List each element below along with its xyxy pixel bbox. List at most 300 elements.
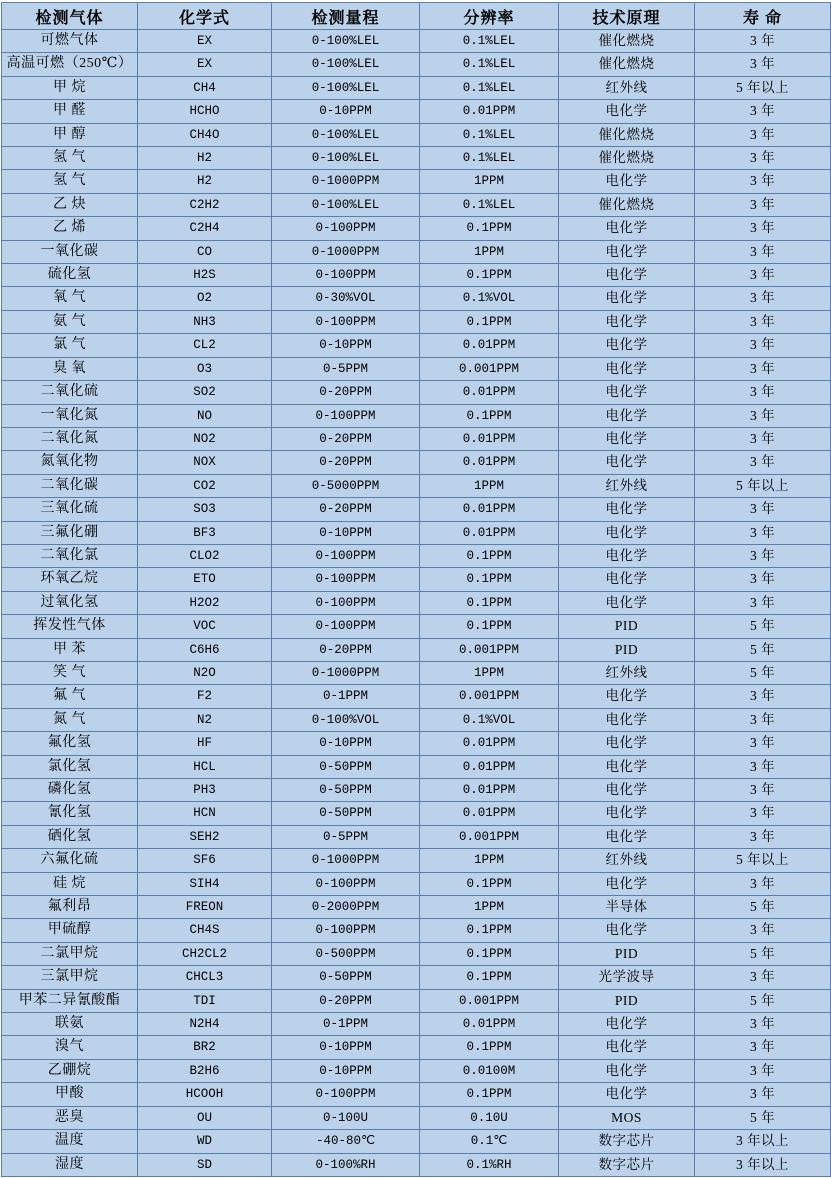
table-row — [2, 568, 831, 591]
cell-technology: 电化学 — [559, 357, 695, 380]
cell-technology: 电化学 — [559, 240, 695, 263]
cell-gas: 可燃气体 — [2, 30, 138, 53]
cell-gas: 甲苯二异氰酸酯 — [2, 989, 138, 1012]
cell-resolution: 0.001PPM — [420, 638, 559, 661]
cell-formula: CO2 — [138, 474, 272, 497]
cell-resolution: 0.01PPM — [420, 381, 559, 404]
cell-lifetime: 3 年 — [695, 147, 831, 170]
table-row — [2, 76, 831, 99]
cell-formula: FREON — [138, 896, 272, 919]
cell-gas: 甲 苯 — [2, 638, 138, 661]
cell-resolution: 0.01PPM — [420, 451, 559, 474]
cell-resolution: 0.001PPM — [420, 685, 559, 708]
column-header-lifetime: 寿 命 — [695, 3, 831, 30]
cell-resolution: 0.1%LEL — [420, 53, 559, 76]
cell-gas: 二氧化氯 — [2, 544, 138, 567]
cell-formula: HCN — [138, 802, 272, 825]
cell-range: 0-100%LEL — [272, 30, 420, 53]
table-row — [2, 989, 831, 1012]
cell-technology: 数字芯片 — [559, 1153, 695, 1176]
cell-resolution: 0.1%VOL — [420, 287, 559, 310]
cell-gas: 氟利昂 — [2, 896, 138, 919]
cell-gas: 高温可燃（250℃） — [2, 53, 138, 76]
cell-lifetime: 3 年 — [695, 755, 831, 778]
table-header-row — [2, 3, 831, 30]
cell-lifetime: 3 年 — [695, 193, 831, 216]
cell-gas: 笑 气 — [2, 661, 138, 684]
cell-resolution: 0.001PPM — [420, 825, 559, 848]
cell-lifetime: 5 年 — [695, 989, 831, 1012]
cell-lifetime: 5 年以上 — [695, 474, 831, 497]
cell-gas: 臭 氧 — [2, 357, 138, 380]
cell-formula: HCHO — [138, 100, 272, 123]
cell-technology: 催化燃烧 — [559, 30, 695, 53]
cell-lifetime: 3 年 — [695, 544, 831, 567]
cell-resolution: 0.01PPM — [420, 427, 559, 450]
cell-resolution: 0.1PPM — [420, 919, 559, 942]
cell-gas: 氟 气 — [2, 685, 138, 708]
cell-resolution: 0.01PPM — [420, 732, 559, 755]
cell-range: 0-1000PPM — [272, 170, 420, 193]
cell-technology: 电化学 — [559, 802, 695, 825]
cell-lifetime: 3 年 — [695, 334, 831, 357]
cell-lifetime: 3 年 — [695, 404, 831, 427]
cell-gas: 过氧化氢 — [2, 591, 138, 614]
cell-range: 0-100U — [272, 1106, 420, 1129]
cell-formula: SEH2 — [138, 825, 272, 848]
cell-lifetime: 3 年 — [695, 521, 831, 544]
cell-gas: 氨 气 — [2, 310, 138, 333]
cell-technology: 电化学 — [559, 568, 695, 591]
table-row — [2, 53, 831, 76]
cell-lifetime: 3 年 — [695, 779, 831, 802]
cell-resolution: 0.1PPM — [420, 591, 559, 614]
cell-formula: SO3 — [138, 498, 272, 521]
cell-formula: SF6 — [138, 849, 272, 872]
cell-lifetime: 3 年 — [695, 357, 831, 380]
cell-range: 0-100PPM — [272, 919, 420, 942]
cell-resolution: 0.1%RH — [420, 1153, 559, 1176]
cell-resolution: 0.1PPM — [420, 1036, 559, 1059]
table-row — [2, 1036, 831, 1059]
cell-lifetime: 3 年 — [695, 802, 831, 825]
cell-formula: H2 — [138, 147, 272, 170]
cell-technology: 电化学 — [559, 427, 695, 450]
cell-formula: N2H4 — [138, 1013, 272, 1036]
cell-gas: 二氧化碳 — [2, 474, 138, 497]
cell-gas: 甲酸 — [2, 1083, 138, 1106]
table-row — [2, 357, 831, 380]
cell-range: 0-100%VOL — [272, 708, 420, 731]
cell-technology: PID — [559, 638, 695, 661]
cell-formula: OU — [138, 1106, 272, 1129]
cell-formula: SIH4 — [138, 872, 272, 895]
table-row — [2, 404, 831, 427]
cell-resolution: 0.1%LEL — [420, 123, 559, 146]
table-row — [2, 638, 831, 661]
cell-lifetime: 3 年 — [695, 732, 831, 755]
cell-lifetime: 3 年 — [695, 872, 831, 895]
cell-resolution: 1PPM — [420, 240, 559, 263]
cell-formula: WD — [138, 1130, 272, 1153]
cell-range: 0-20PPM — [272, 989, 420, 1012]
cell-technology: 电化学 — [559, 1059, 695, 1082]
cell-lifetime: 3 年 — [695, 966, 831, 989]
cell-range: 0-10PPM — [272, 732, 420, 755]
cell-lifetime: 3 年以上 — [695, 1130, 831, 1153]
cell-gas: 挥发性气体 — [2, 615, 138, 638]
cell-gas: 温度 — [2, 1130, 138, 1153]
cell-technology: 电化学 — [559, 1013, 695, 1036]
cell-range: 0-100PPM — [272, 872, 420, 895]
cell-range: 0-100PPM — [272, 591, 420, 614]
cell-range: 0-500PPM — [272, 942, 420, 965]
table-row — [2, 170, 831, 193]
cell-range: 0-100PPM — [272, 310, 420, 333]
cell-resolution: 0.01PPM — [420, 802, 559, 825]
table-row — [2, 896, 831, 919]
cell-gas: 氮氧化物 — [2, 451, 138, 474]
cell-range: 0-50PPM — [272, 779, 420, 802]
cell-resolution: 0.1%LEL — [420, 193, 559, 216]
cell-lifetime: 5 年 — [695, 615, 831, 638]
cell-gas: 环氧乙烷 — [2, 568, 138, 591]
cell-technology: 电化学 — [559, 591, 695, 614]
cell-technology: 电化学 — [559, 779, 695, 802]
cell-formula: BF3 — [138, 521, 272, 544]
cell-gas: 三氟化硼 — [2, 521, 138, 544]
cell-technology: 电化学 — [559, 100, 695, 123]
table-row — [2, 755, 831, 778]
cell-lifetime: 3 年 — [695, 381, 831, 404]
cell-resolution: 0.01PPM — [420, 779, 559, 802]
cell-range: 0-50PPM — [272, 802, 420, 825]
cell-technology: 电化学 — [559, 755, 695, 778]
cell-lifetime: 5 年 — [695, 942, 831, 965]
cell-resolution: 0.1PPM — [420, 404, 559, 427]
cell-resolution: 0.1%LEL — [420, 76, 559, 99]
column-header-formula: 化学式 — [138, 3, 272, 30]
column-header-technology: 技术原理 — [559, 3, 695, 30]
table-row — [2, 474, 831, 497]
cell-formula: N2 — [138, 708, 272, 731]
cell-resolution: 0.10U — [420, 1106, 559, 1129]
cell-lifetime: 5 年 — [695, 638, 831, 661]
cell-range: 0-100PPM — [272, 544, 420, 567]
cell-lifetime: 3 年 — [695, 919, 831, 942]
cell-technology: 半导体 — [559, 896, 695, 919]
table-row — [2, 966, 831, 989]
table-row — [2, 100, 831, 123]
cell-range: 0-30%VOL — [272, 287, 420, 310]
cell-formula: TDI — [138, 989, 272, 1012]
cell-resolution: 0.001PPM — [420, 357, 559, 380]
cell-resolution: 0.1PPM — [420, 942, 559, 965]
cell-gas: 甲 醛 — [2, 100, 138, 123]
cell-lifetime: 3 年 — [695, 825, 831, 848]
cell-formula: CHCL3 — [138, 966, 272, 989]
cell-range: 0-1PPM — [272, 685, 420, 708]
cell-resolution: 0.1%VOL — [420, 708, 559, 731]
cell-resolution: 0.1PPM — [420, 966, 559, 989]
cell-gas: 六氟化硫 — [2, 849, 138, 872]
cell-lifetime: 3 年 — [695, 1036, 831, 1059]
cell-formula: PH3 — [138, 779, 272, 802]
cell-gas: 乙 烯 — [2, 217, 138, 240]
cell-resolution: 0.1PPM — [420, 872, 559, 895]
cell-lifetime: 3 年 — [695, 1013, 831, 1036]
cell-formula: SO2 — [138, 381, 272, 404]
cell-formula: EX — [138, 30, 272, 53]
cell-technology: 电化学 — [559, 1036, 695, 1059]
cell-technology: 电化学 — [559, 170, 695, 193]
cell-resolution: 0.1PPM — [420, 264, 559, 287]
cell-gas: 氮 气 — [2, 708, 138, 731]
cell-formula: SD — [138, 1153, 272, 1176]
table-row — [2, 498, 831, 521]
cell-gas: 联氨 — [2, 1013, 138, 1036]
table-row — [2, 217, 831, 240]
cell-technology: 电化学 — [559, 334, 695, 357]
cell-range: 0-10PPM — [272, 521, 420, 544]
table-row — [2, 732, 831, 755]
cell-gas: 乙硼烷 — [2, 1059, 138, 1082]
cell-formula: NO — [138, 404, 272, 427]
cell-lifetime: 5 年 — [695, 661, 831, 684]
cell-lifetime: 3 年 — [695, 287, 831, 310]
cell-formula: O3 — [138, 357, 272, 380]
cell-technology: 电化学 — [559, 264, 695, 287]
table-row — [2, 451, 831, 474]
cell-technology: 催化燃烧 — [559, 147, 695, 170]
cell-lifetime: 3 年 — [695, 100, 831, 123]
cell-formula: HF — [138, 732, 272, 755]
cell-technology: 电化学 — [559, 685, 695, 708]
cell-lifetime: 3 年 — [695, 123, 831, 146]
cell-gas: 氯 气 — [2, 334, 138, 357]
table-row — [2, 919, 831, 942]
cell-lifetime: 3 年 — [695, 240, 831, 263]
cell-lifetime: 3 年 — [695, 498, 831, 521]
cell-resolution: 0.1%LEL — [420, 147, 559, 170]
cell-resolution: 0.001PPM — [420, 989, 559, 1012]
cell-technology: 电化学 — [559, 708, 695, 731]
cell-range: 0-100%LEL — [272, 53, 420, 76]
cell-technology: 红外线 — [559, 661, 695, 684]
cell-technology: PID — [559, 615, 695, 638]
cell-lifetime: 3 年 — [695, 30, 831, 53]
cell-lifetime: 3 年 — [695, 310, 831, 333]
cell-formula: CLO2 — [138, 544, 272, 567]
cell-range: 0-100PPM — [272, 217, 420, 240]
cell-technology: 催化燃烧 — [559, 193, 695, 216]
cell-technology: 红外线 — [559, 76, 695, 99]
cell-range: 0-100%LEL — [272, 147, 420, 170]
table-row — [2, 942, 831, 965]
table-header — [2, 3, 831, 30]
cell-technology: PID — [559, 942, 695, 965]
cell-gas: 一氧化氮 — [2, 404, 138, 427]
cell-resolution: 0.0100M — [420, 1059, 559, 1082]
table-row — [2, 310, 831, 333]
cell-technology: 电化学 — [559, 1083, 695, 1106]
cell-range: 0-10PPM — [272, 334, 420, 357]
cell-resolution: 0.1℃ — [420, 1130, 559, 1153]
cell-formula: B2H6 — [138, 1059, 272, 1082]
cell-range: 0-5000PPM — [272, 474, 420, 497]
cell-technology: 电化学 — [559, 381, 695, 404]
cell-gas: 氯化氢 — [2, 755, 138, 778]
cell-gas: 磷化氢 — [2, 779, 138, 802]
cell-formula: H2S — [138, 264, 272, 287]
cell-lifetime: 3 年 — [695, 217, 831, 240]
cell-range: 0-1000PPM — [272, 849, 420, 872]
cell-lifetime: 3 年 — [695, 685, 831, 708]
cell-gas: 溴气 — [2, 1036, 138, 1059]
table-row — [2, 872, 831, 895]
cell-resolution: 1PPM — [420, 849, 559, 872]
cell-formula: O2 — [138, 287, 272, 310]
cell-resolution: 0.01PPM — [420, 334, 559, 357]
table-row — [2, 685, 831, 708]
cell-gas: 氰化氢 — [2, 802, 138, 825]
cell-technology: 电化学 — [559, 404, 695, 427]
table-row — [2, 123, 831, 146]
cell-range: 0-100%LEL — [272, 76, 420, 99]
table-row — [2, 427, 831, 450]
table-row — [2, 287, 831, 310]
cell-technology: 电化学 — [559, 825, 695, 848]
cell-gas: 湿度 — [2, 1153, 138, 1176]
cell-gas: 氢 气 — [2, 147, 138, 170]
cell-technology: 红外线 — [559, 849, 695, 872]
column-header-resolution: 分辨率 — [420, 3, 559, 30]
cell-technology: 电化学 — [559, 287, 695, 310]
cell-formula: C6H6 — [138, 638, 272, 661]
cell-formula: HCOOH — [138, 1083, 272, 1106]
cell-range: 0-20PPM — [272, 498, 420, 521]
cell-technology: 催化燃烧 — [559, 53, 695, 76]
cell-formula: EX — [138, 53, 272, 76]
cell-technology: 电化学 — [559, 521, 695, 544]
cell-formula: N2O — [138, 661, 272, 684]
cell-gas: 二氧化硫 — [2, 381, 138, 404]
cell-formula: CL2 — [138, 334, 272, 357]
cell-lifetime: 5 年 — [695, 896, 831, 919]
table-row — [2, 615, 831, 638]
cell-lifetime: 5 年以上 — [695, 76, 831, 99]
cell-resolution: 1PPM — [420, 661, 559, 684]
cell-technology: 光学波导 — [559, 966, 695, 989]
cell-lifetime: 3 年 — [695, 451, 831, 474]
cell-range: 0-100PPM — [272, 615, 420, 638]
cell-range: 0-1PPM — [272, 1013, 420, 1036]
cell-formula: CO — [138, 240, 272, 263]
cell-formula: C2H2 — [138, 193, 272, 216]
cell-range: 0-20PPM — [272, 427, 420, 450]
cell-gas: 硅 烷 — [2, 872, 138, 895]
table-row — [2, 591, 831, 614]
cell-gas: 恶臭 — [2, 1106, 138, 1129]
cell-technology: 催化燃烧 — [559, 123, 695, 146]
cell-lifetime: 3 年 — [695, 1059, 831, 1082]
table-row — [2, 1059, 831, 1082]
cell-resolution: 0.1PPM — [420, 1083, 559, 1106]
cell-range: 0-100PPM — [272, 1083, 420, 1106]
cell-lifetime: 3 年 — [695, 264, 831, 287]
cell-resolution: 0.1PPM — [420, 217, 559, 240]
cell-formula: HCL — [138, 755, 272, 778]
table-row — [2, 193, 831, 216]
cell-range: 0-1000PPM — [272, 240, 420, 263]
cell-resolution: 0.01PPM — [420, 755, 559, 778]
cell-lifetime: 5 年以上 — [695, 849, 831, 872]
cell-range: 0-100%LEL — [272, 123, 420, 146]
table-row — [2, 1130, 831, 1153]
table-row — [2, 779, 831, 802]
cell-technology: 电化学 — [559, 217, 695, 240]
cell-range: 0-20PPM — [272, 638, 420, 661]
cell-gas: 甲 醇 — [2, 123, 138, 146]
cell-range: -40-80℃ — [272, 1130, 420, 1153]
cell-technology: 电化学 — [559, 732, 695, 755]
table-row — [2, 1153, 831, 1176]
cell-range: 0-20PPM — [272, 451, 420, 474]
table-row — [2, 708, 831, 731]
cell-range: 0-50PPM — [272, 966, 420, 989]
cell-range: 0-100PPM — [272, 404, 420, 427]
cell-lifetime: 5 年 — [695, 1106, 831, 1129]
cell-gas: 三氯甲烷 — [2, 966, 138, 989]
cell-gas: 硒化氢 — [2, 825, 138, 848]
cell-resolution: 1PPM — [420, 896, 559, 919]
cell-technology: 红外线 — [559, 474, 695, 497]
cell-formula: NO2 — [138, 427, 272, 450]
cell-range: 0-5PPM — [272, 825, 420, 848]
cell-formula: H2O2 — [138, 591, 272, 614]
cell-range: 0-10PPM — [272, 1036, 420, 1059]
table-row — [2, 30, 831, 53]
cell-formula: CH4 — [138, 76, 272, 99]
cell-gas: 二氧化氮 — [2, 427, 138, 450]
cell-formula: NOX — [138, 451, 272, 474]
cell-range: 0-100PPM — [272, 568, 420, 591]
cell-range: 0-100PPM — [272, 264, 420, 287]
cell-gas: 三氧化硫 — [2, 498, 138, 521]
cell-resolution: 1PPM — [420, 170, 559, 193]
cell-technology: 电化学 — [559, 498, 695, 521]
cell-technology: 电化学 — [559, 872, 695, 895]
table-row — [2, 1083, 831, 1106]
table-row — [2, 240, 831, 263]
cell-gas: 氟化氢 — [2, 732, 138, 755]
cell-lifetime: 3 年 — [695, 708, 831, 731]
table-row — [2, 264, 831, 287]
table-row — [2, 661, 831, 684]
cell-gas: 甲硫醇 — [2, 919, 138, 942]
cell-range: 0-10PPM — [272, 100, 420, 123]
column-header-range: 检测量程 — [272, 3, 420, 30]
table-row — [2, 521, 831, 544]
table-row — [2, 334, 831, 357]
cell-formula: CH2CL2 — [138, 942, 272, 965]
cell-gas: 乙 炔 — [2, 193, 138, 216]
column-header-gas: 检测气体 — [2, 3, 138, 30]
cell-technology: 电化学 — [559, 919, 695, 942]
table-row — [2, 544, 831, 567]
table-row — [2, 147, 831, 170]
cell-gas: 二氯甲烷 — [2, 942, 138, 965]
